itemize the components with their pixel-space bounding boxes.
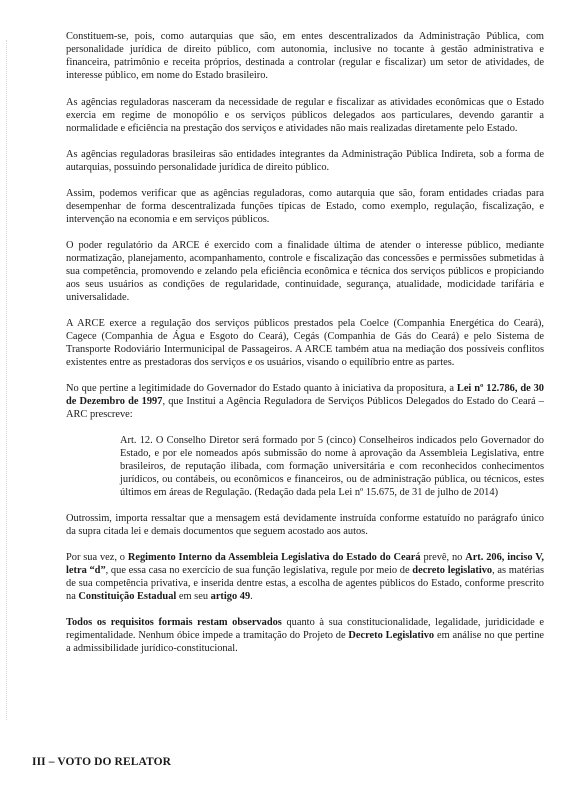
text-segment: , as matérias de sua competência privativa, e inserida dentre estas, a escolha de agentes públicos do Estado, conforme prescrito na (66, 565, 544, 602)
paragraph-regimento (66, 551, 544, 603)
paragraph-origem-agencias: As agências reguladoras nasceram da necessidade de regular e fiscalizar as atividades econômicas que o Estado exercia em regime de monopólio e os serviços públicos delegados aos particulares, devendo garantir a normalidade e eficiência na prestação dos serviços e atividades não mais realizadas diretamente pelo Estado. (66, 97, 544, 134)
text-segment: quanto à sua constitucionalidade, legalidade, juridicidade e regimentalidade. Nenhum óbice impede a tramitação do Projeto de (66, 617, 544, 641)
requisitos-emphasis: Todos os requisitos formais restam observados (66, 617, 282, 628)
paragraph-arce-regulacao: A ARCE exerce a regulação dos serviços públicos prestados pela Coelce (Companhia Energética do Ceará), Cagece (Companhia de Água e Esgoto do Ceará), Cegás (Companhia de Gás do Ceará) e pelo Sistema de Transporte Rodoviário Intermunicipal de Passageiros. A ARCE também atua na mediação dos possíveis conflitos existentes entre as prestadoras dos serviços e os usuários, visando o equilíbrio entre as partes. (66, 318, 544, 368)
text-segment: No que pertine a legitimidade do Governador do Estado quanto à iniciativa da propositura, a (66, 383, 457, 394)
paragraph-legitimidade (66, 382, 544, 421)
text-segment: em análise no que pertine a admissibilidade jurídico-constitucional. (66, 630, 544, 654)
paragraph-requisitos (66, 616, 544, 655)
section-heading: III – VOTO DO RELATOR (32, 756, 172, 768)
text-segment: em seu (176, 591, 211, 602)
regimento-reference: Regimento Interno da Assembleia Legislativa do Estado do Ceará (127, 552, 421, 563)
decreto-legislativo-reference: Decreto Legislativo (348, 630, 435, 641)
law-reference: Lei nº 12.786, de 30 de Dezembro de 1997 (66, 383, 545, 407)
text-segment: , que essa casa no exercício de sua função legislativa, regule por meio de (105, 565, 413, 576)
text-segment: , que Institui a Agência Reguladora de Serviços Públicos Delegados do Estado do Ceará – ARC prescreve: (66, 396, 544, 420)
artigo-reference: artigo 49 (210, 591, 251, 602)
paragraph-poder-regulatorio: O poder regulatório da ARCE é exercido com a finalidade última de atender o interesse público, mediante normatização, planejamento, acompanhamento, controle e fiscalização das concessões e permissões submetidas à sua competência, promovendo e zelando pela eficiência econômica e técnica dos serviços públicos e propiciando aos seus usuários as condições de regularidade, continuidade, segurança, atualidade, modicidade tarifária e universalidade. (66, 240, 544, 303)
quoted-article: Art. 12. O Conselho Diretor será formado por 5 (cinco) Conselheiros indicados pelo Governador do Estado, e por ele nomeados após submissão do nome à aprovação da Assembleia Legislativa, entre brasileiros, de reputação ilibada, com formação universitária e com reconhecidos conhecimentos jurídicos, ou contábeis, ou econômicos e financeiros, ou de administração pública, ou técnicos, estes últimos em áreas de Regulação. (Redação dada pela Lei nº 15.675, de 31 de julho de 2014) (120, 435, 544, 498)
constituicao-reference: Constituição Estadual (78, 591, 177, 602)
paragraph-funcoes-estado: Assim, podemos verificar que as agências reguladoras, como autarquia que são, foram entidades criadas para desempenhar de forma descentralizada funções típicas de Estado, como exemplo, regulação, fiscalização, e intervenção na economia e em serviços públicos. (66, 188, 544, 225)
text-segment: Por sua vez, o (66, 552, 128, 563)
paragraph-administracao-indireta: As agências reguladoras brasileiras são entidades integrantes da Administração Pública Indireta, sob a forma de autarquias, possuindo personalidade jurídica de direito público. (66, 149, 544, 173)
article-reference: Art. 206, inciso V, letra “d” (66, 552, 545, 576)
decreto-reference: decreto legislativo (412, 565, 493, 576)
text-segment: . (250, 591, 253, 602)
paragraph-autarquias: Constituem-se, pois, como autarquias que são, em entes descentralizados da Administração Pública, com personalidade jurídica de direito público, com autonomia, inclusive no tocante à gestão administrativa e financeira, patrimônio e receita próprios, destinada a controlar (regular e fiscalizar) um setor de atividades, de interesse público, em nome do Estado brasileiro. (66, 31, 544, 81)
paragraph-outrossim: Outrossim, importa ressaltar que a mensagem está devidamente instruída conforme estatuído no parágrafo único da supra citada lei e demais documentos que seguem acostado aos autos. (66, 513, 544, 537)
scan-margin-mark (6, 40, 15, 720)
text-segment: prevê, no (420, 552, 466, 563)
